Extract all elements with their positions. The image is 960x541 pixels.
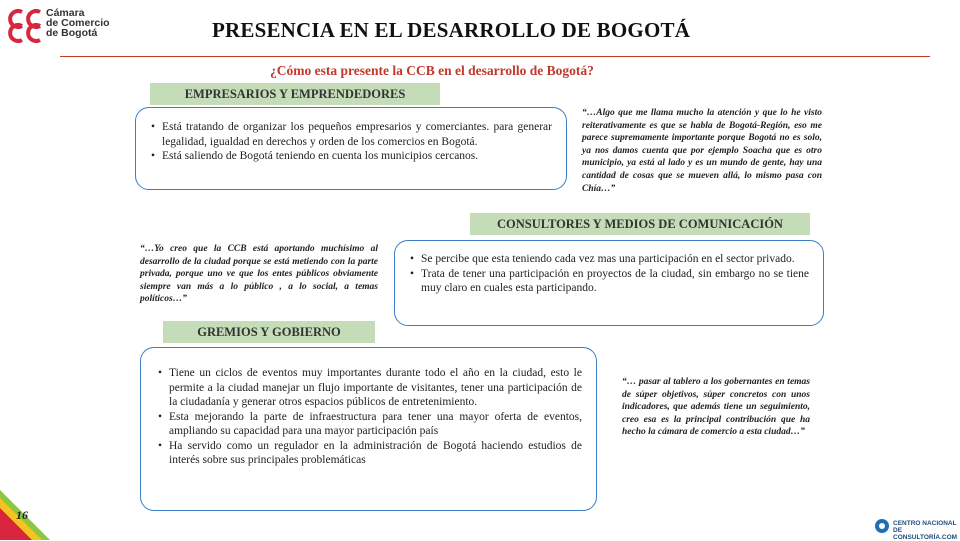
logo-line: Cámara: [46, 7, 85, 19]
brand-text: [893, 520, 960, 541]
brand-line: CENTRO NACIONAL: [893, 520, 957, 527]
list-item: • Está saliendo de Bogotá teniendo en cuenta los municipios cercanos.: [162, 149, 552, 164]
quote-gobernantes: “… pasar al tablero a los gobernantes en temas de súper objetivos, súper concretos con unos indicadores, que además tiene un seguimiento, creo esa es la principal contribución que ha hecho la cámara de comercio a esta ciudad…”: [622, 377, 810, 438]
page-title: PRESENCIA EN EL DESARROLLO DE BOGOTÁ: [212, 18, 691, 42]
list-item: • Está tratando de organizar los pequeños empresarios y comerciantes. para generar legalidad, igualdad en derechos y orden de los comercios en Bogotá.: [162, 120, 552, 149]
bullet-list: [146, 120, 552, 164]
brand-line: DE CONSULTORÍA.COM: [893, 527, 958, 541]
page-number: 16: [16, 508, 28, 522]
list-item: • Tiene un ciclos de eventos muy importantes durante todo el año en la ciudad, esto le permite a la ciudad manejar un flujo importante de visitantes, tener una participación de la ciudadanía y generar otros espacios públicos de entretenimiento.: [169, 366, 582, 410]
logo-line: de Bogotá: [46, 27, 98, 39]
logo-line: de Comercio: [46, 17, 110, 29]
bullet-list: [153, 366, 582, 468]
box-gremios: [140, 347, 597, 511]
bullet-list: [405, 252, 809, 296]
title-divider: [60, 56, 930, 57]
list-item: • Ha servido como un regulador en la administración de Bogotá haciendo estudios de interés sobre sus principales problemáticas: [169, 439, 582, 468]
ccb-logo-icon: [6, 8, 46, 44]
quote-bogota-region: “…Algo que me llama mucho la atención y que lo he visto reiterativamente es que se habla de Bogotá-Región, eso me parece supremamente importante porque Bogotá no es solo, ya nos damos cuenta que por ejemplo Soacha que es otro municipio, ya está al lado y es un mundo de gente, hay una cantidad de cosas que se mueven allá, lo mismo pasa con Chía…”: [582, 108, 822, 194]
page-subtitle: ¿Cómo esta presente la CCB en el desarrollo de Bogotá?: [270, 63, 594, 78]
tag-gremios: GREMIOS Y GOBIERNO: [163, 321, 375, 343]
list-item: • Esta mejorando la parte de infraestructura para tener una mayor oferta de eventos, ampliando su capacidad para una mayor participación país: [169, 410, 582, 439]
list-item: • Trata de tener una participación en proyectos de la ciudad, sin embargo no se tiene muy claro en cuales esta participando.: [421, 267, 809, 296]
box-consultores: [394, 240, 824, 326]
logo-text: [46, 8, 110, 38]
list-item: • Se percibe que esta teniendo cada vez mas una participación en el sector privado.: [421, 252, 809, 267]
box-empresarios: [135, 107, 567, 190]
cnc-logo-icon: [874, 518, 890, 534]
tag-consultores: CONSULTORES Y MEDIOS DE COMUNICACIÓN: [470, 213, 810, 235]
quote-ccb-aporte: “…Yo creo que la CCB está aportando muchísimo al desarrollo de la ciudad porque se está metiendo con la parte privada, porque uno ve que los entes públicos obviamente siempre van más a lo público , a lo social, a temas políticos…”: [140, 244, 378, 305]
tag-empresarios: EMPRESARIOS Y EMPRENDEDORES: [150, 83, 440, 105]
